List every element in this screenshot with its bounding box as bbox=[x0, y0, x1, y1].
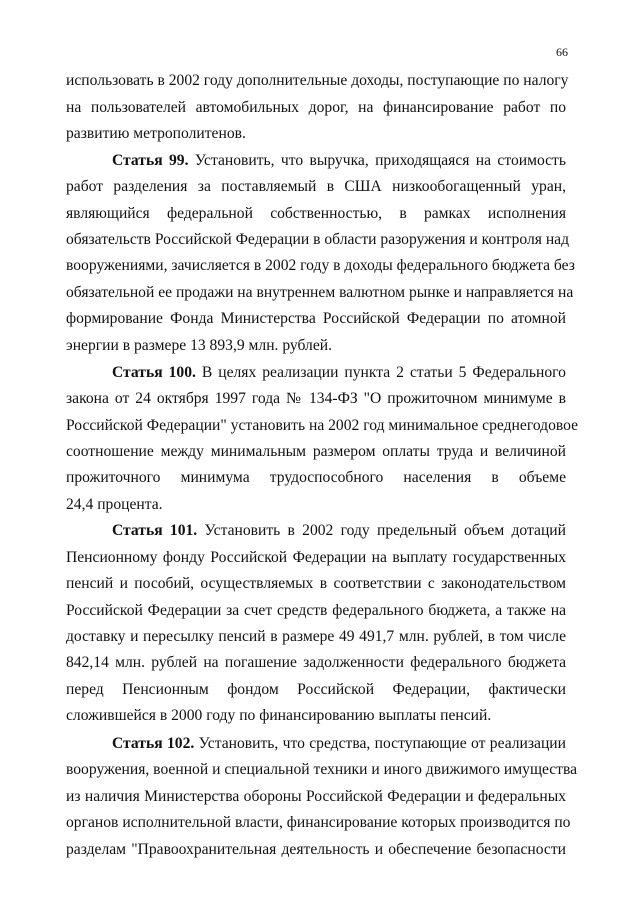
text-line bbox=[66, 417, 579, 435]
line-text: 24,4 процента. bbox=[66, 496, 163, 513]
line-text: закона от 24 октября 1997 года № 134-ФЗ "О прожиточном минимуме в bbox=[66, 390, 566, 407]
line-text: разделам "Правоохранительная деятельность и обеспечение безопасности bbox=[66, 841, 566, 858]
text-line bbox=[66, 390, 566, 408]
article-heading-line bbox=[112, 735, 566, 753]
article-title: Статья 100. bbox=[112, 364, 196, 381]
text-line bbox=[66, 284, 574, 302]
line-text: Российской Федерации за счет средств федерального бюджета, а также на bbox=[66, 602, 566, 619]
line-text: Пенсионному фонду Российской Федерации на выплату государственных bbox=[66, 549, 566, 566]
line-text: 842,14 млн. рублей на погашение задолженности федерального бюджета bbox=[66, 654, 566, 671]
text-line bbox=[66, 72, 569, 90]
text-line bbox=[66, 257, 575, 275]
text-line bbox=[66, 99, 566, 117]
article-heading-line bbox=[112, 152, 566, 170]
line-text: перед Пенсионным фондом Российской Федерации, фактически bbox=[66, 681, 566, 698]
line-text: являющийся федеральной собственностью, в рамках исполнения bbox=[66, 205, 566, 222]
text-line bbox=[66, 469, 566, 487]
text-line bbox=[66, 205, 566, 223]
text-line bbox=[66, 125, 566, 143]
line-text: на пользователей автомобильных дорог, на финансирование работ по bbox=[66, 99, 566, 116]
text-line bbox=[66, 575, 566, 593]
text-line bbox=[66, 681, 566, 699]
line-text: В целях реализации пункта 2 статьи 5 Федерального bbox=[195, 364, 566, 381]
line-text: обязательной ее продажи на внутреннем валютном рынке и направляется на bbox=[66, 284, 574, 301]
line-text: использовать в 2002 году дополнительные доходы, поступающие по налогу bbox=[66, 72, 569, 89]
line-text: энергии в размере 13 893,9 млн. рублей. bbox=[66, 337, 333, 354]
line-text: пенсий и пособий, осуществляемых в соответствии с законодательством bbox=[66, 575, 566, 592]
text-line bbox=[66, 814, 571, 832]
article-heading-line bbox=[112, 364, 566, 382]
text-line bbox=[66, 443, 566, 461]
article-heading-line bbox=[112, 522, 566, 540]
text-line bbox=[66, 310, 566, 328]
line-text: обязательств Российской Федерации в области разоружения и контроля над bbox=[66, 231, 570, 248]
text-line bbox=[66, 496, 566, 514]
text-line bbox=[66, 549, 566, 567]
line-text: доставку и пересылку пенсий в размере 49 491,7 млн. рублей, в том числе bbox=[66, 628, 566, 645]
page-number: 66 bbox=[556, 45, 568, 59]
line-text: Установить, что средства, поступающие от реализации bbox=[194, 735, 566, 752]
line-text: прожиточного минимума трудоспособного населения в объеме bbox=[66, 469, 566, 486]
line-text: Установить, что выручка, приходящаяся на стоимость bbox=[188, 152, 566, 169]
line-text: органов исполнительной власти, финансирование которых производится по bbox=[66, 814, 571, 831]
line-text: Установить в 2002 году предельный объем дотаций bbox=[197, 522, 566, 539]
text-line bbox=[66, 761, 578, 779]
line-text: работ разделения за поставляемый в США низкообогащенный уран, bbox=[66, 178, 566, 195]
text-line bbox=[66, 628, 566, 646]
text-line bbox=[66, 602, 566, 620]
line-text: Российской Федерации" установить на 2002 год минимальное среднегодовое bbox=[66, 417, 579, 434]
line-text: развитию метрополитенов. bbox=[66, 125, 246, 142]
text-line bbox=[66, 178, 566, 196]
text-line bbox=[66, 231, 570, 249]
text-line bbox=[66, 788, 566, 806]
article-title: Статья 102. bbox=[112, 735, 195, 752]
article-title: Статья 101. bbox=[112, 522, 198, 539]
article-title: Статья 99. bbox=[112, 152, 189, 169]
line-text: формирование Фонда Министерства Российской Федерации по атомной bbox=[66, 310, 566, 327]
line-text: соотношение между минимальным размером оплаты труда и величиной bbox=[66, 443, 566, 460]
line-text: вооружениями, зачисляется в 2002 году в доходы федерального бюджета без bbox=[66, 257, 575, 274]
text-line bbox=[66, 654, 566, 672]
line-text: из наличия Министерства обороны Российской Федерации и федеральных bbox=[66, 788, 566, 805]
text-line bbox=[66, 337, 566, 355]
line-text: сложившейся в 2000 году по финансированию выплаты пенсий. bbox=[66, 707, 492, 724]
text-line bbox=[66, 841, 566, 859]
text-line bbox=[66, 707, 566, 725]
line-text: вооружения, военной и специальной техники и иного движимого имущества bbox=[66, 761, 578, 778]
